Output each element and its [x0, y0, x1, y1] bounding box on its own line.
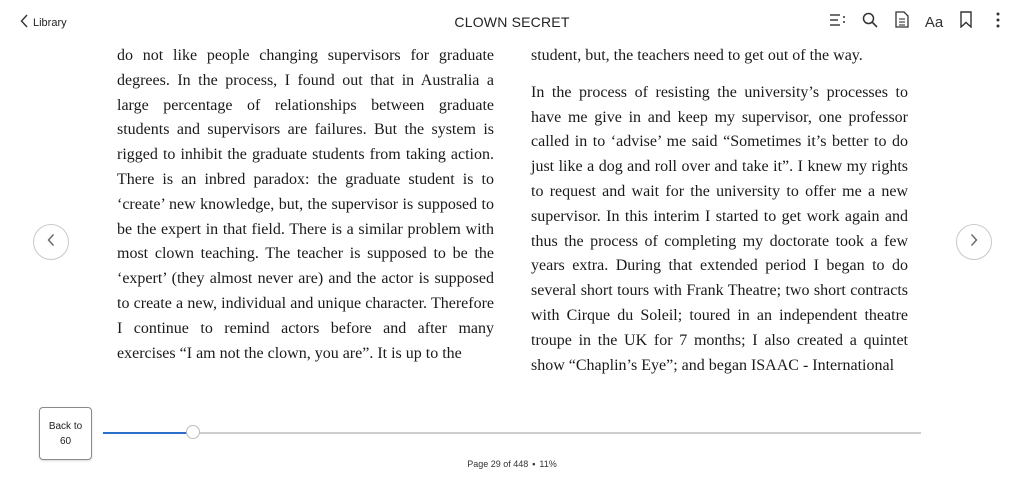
previous-page-button[interactable] [33, 224, 69, 260]
notes-icon [895, 11, 909, 33]
reading-progress-slider[interactable] [103, 432, 921, 434]
left-page-paragraph: do not like people changing supervisors for graduate degrees. In the process, I found out that in Australia a large percentage of relationships between graduate students and supervisors are failures. But the system is rigged to inhibit the graduate students from taking action. There is an inbred paradox: the graduate student is to ‘create’ new knowledge, but, the supervisor is supposed to be the expert in that field. There is a similar problem with most clown teaching. The teacher is supposed to be the ‘expert’ (they almost never are) and the actor is supposed to create a new, individual and unique character. Therefore I continue to remind actors before and after many exercises “I am not the clown, you are”. It is up to the [117, 47, 494, 362]
bookmark-icon [960, 11, 972, 33]
next-page-button[interactable] [956, 224, 992, 260]
progress-fill [103, 432, 193, 434]
search-button[interactable] [854, 10, 886, 34]
top-bar [0, 0, 1024, 44]
chevron-left-icon [46, 233, 56, 252]
bookmark-button[interactable] [950, 10, 982, 34]
contents-button[interactable] [822, 10, 854, 34]
more-options-icon [996, 12, 1000, 33]
back-to-page-button[interactable] [39, 407, 92, 460]
right-page-paragraph: In the process of resisting the university’s processes to have me give in and keep my supervisor, one professor called in to ‘advise’ me said “Sometimes it’s better to do just like a dog and roll over and take it”. I knew my rights to request and wait for the university to offer me a new supervisor. In this interim I started to get work again and thus the process of completing my doctorate took a few years extra. During that extended period I began to do several short tours with Frank Theatre; two short contracts with Cirque du Soleil; toured in an independent theatre troupe in the UK for 7 months; I also created a quintet show “Chaplin’s Eye”; and began ISAAC - International [531, 83, 908, 374]
notes-button[interactable] [886, 10, 918, 34]
page-label: Page 29 of 448 [467, 459, 529, 469]
text-settings-button[interactable] [918, 10, 950, 34]
right-page-paragraph: student, but, the teachers need to get out of the way. [531, 47, 863, 64]
separator-dot: • [532, 459, 536, 469]
percent-read: 11% [539, 459, 557, 469]
back-to-page-number: 60 [59, 435, 72, 447]
left-page [117, 44, 494, 378]
reader-toolbar [822, 10, 1014, 34]
right-page [531, 44, 908, 390]
contents-icon [829, 13, 847, 32]
library-label: Library [33, 16, 67, 29]
search-icon [862, 12, 878, 33]
text-settings-label: Aa [924, 13, 944, 31]
more-options-button[interactable] [982, 10, 1014, 34]
back-to-label: Back to [48, 420, 83, 432]
chevron-right-icon [969, 233, 979, 252]
progress-slider-thumb[interactable] [186, 425, 200, 439]
book-title: CLOWN SECRET [454, 14, 570, 30]
page-position-indicator [0, 459, 1024, 469]
